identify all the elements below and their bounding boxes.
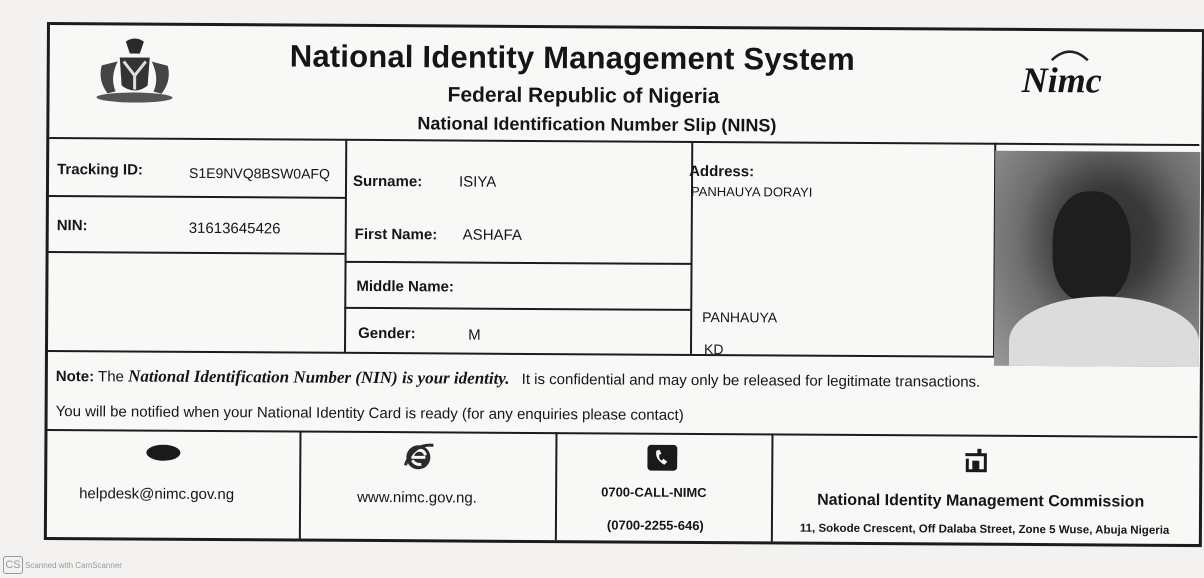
org-name: National Identity Management Commission <box>817 491 1145 511</box>
building-icon <box>963 449 989 473</box>
internet-explorer-icon <box>403 441 435 471</box>
phone-line-2: (0700-2255-646) <box>606 517 704 534</box>
divider <box>344 139 347 352</box>
divider <box>344 307 690 311</box>
note-post: It is confidential and may only be released for legitimate transactions. <box>521 370 981 391</box>
tracking-id-label: Tracking ID: <box>57 161 144 179</box>
helpdesk-email: helpdesk@nimc.gov.ng <box>79 485 235 504</box>
divider <box>49 137 1199 146</box>
divider <box>49 251 345 255</box>
nin-slip <box>44 22 1204 547</box>
nin-label: NIN: <box>56 217 88 235</box>
nimc-logo <box>1019 47 1119 108</box>
address-line-1: PANHAUYA DORAYI <box>690 183 813 200</box>
coat-of-arms-icon <box>89 35 179 106</box>
note-label: Note: <box>55 368 95 386</box>
gender-value: M <box>468 326 481 344</box>
tracking-id-value: S1E9NVQ8BSW0AFQ <box>189 164 330 182</box>
note-pre: The <box>98 368 124 386</box>
photo-robe <box>1009 296 1200 367</box>
address-line-2: PANHAUYA <box>702 309 778 326</box>
website: www.nimc.gov.ng. <box>357 488 477 507</box>
first-name-label: First Name: <box>354 225 438 244</box>
note-line-2: You will be notified when your National Identity Card is ready (for any enquiries please contact) <box>55 403 684 424</box>
nin-value: 31613645426 <box>188 219 281 238</box>
address-line-3: KD <box>703 341 724 358</box>
note-line-1 <box>56 366 981 392</box>
divider <box>555 432 558 540</box>
divider <box>49 195 345 199</box>
first-name-value: ASHAFA <box>462 226 522 244</box>
divider <box>771 433 774 541</box>
divider <box>48 429 1198 438</box>
divider <box>299 431 302 539</box>
org-address: 11, Sokode Crescent, Off Dalaba Street, Zone 5 Wuse, Abuja Nigeria <box>799 522 1170 537</box>
system-title: National Identity Management System <box>289 38 856 77</box>
nimc-logo-text: Nimc <box>1021 59 1102 101</box>
surname-label: Surname: <box>352 172 423 191</box>
email-icon <box>145 444 181 462</box>
divider <box>345 261 691 265</box>
photo-face <box>1052 191 1131 301</box>
address-label: Address: <box>689 162 755 181</box>
camscanner-badge: CS <box>3 556 23 574</box>
phone-line-1: 0700-CALL-NIMC <box>601 484 707 501</box>
middle-name-label: Middle Name: <box>356 277 454 296</box>
holder-photo <box>994 151 1200 367</box>
phone-icon <box>647 445 677 471</box>
camscanner-text: Scanned with CamScanner <box>25 561 122 570</box>
slip-title: National Identification Number Slip (NINS) <box>417 113 777 136</box>
surname-value: ISIYA <box>458 173 497 191</box>
country-subtitle: Federal Republic of Nigeria <box>447 83 720 109</box>
gender-label: Gender: <box>358 324 416 343</box>
note-emphasis: National Identification Number (NIN) is your identity. <box>128 366 510 388</box>
